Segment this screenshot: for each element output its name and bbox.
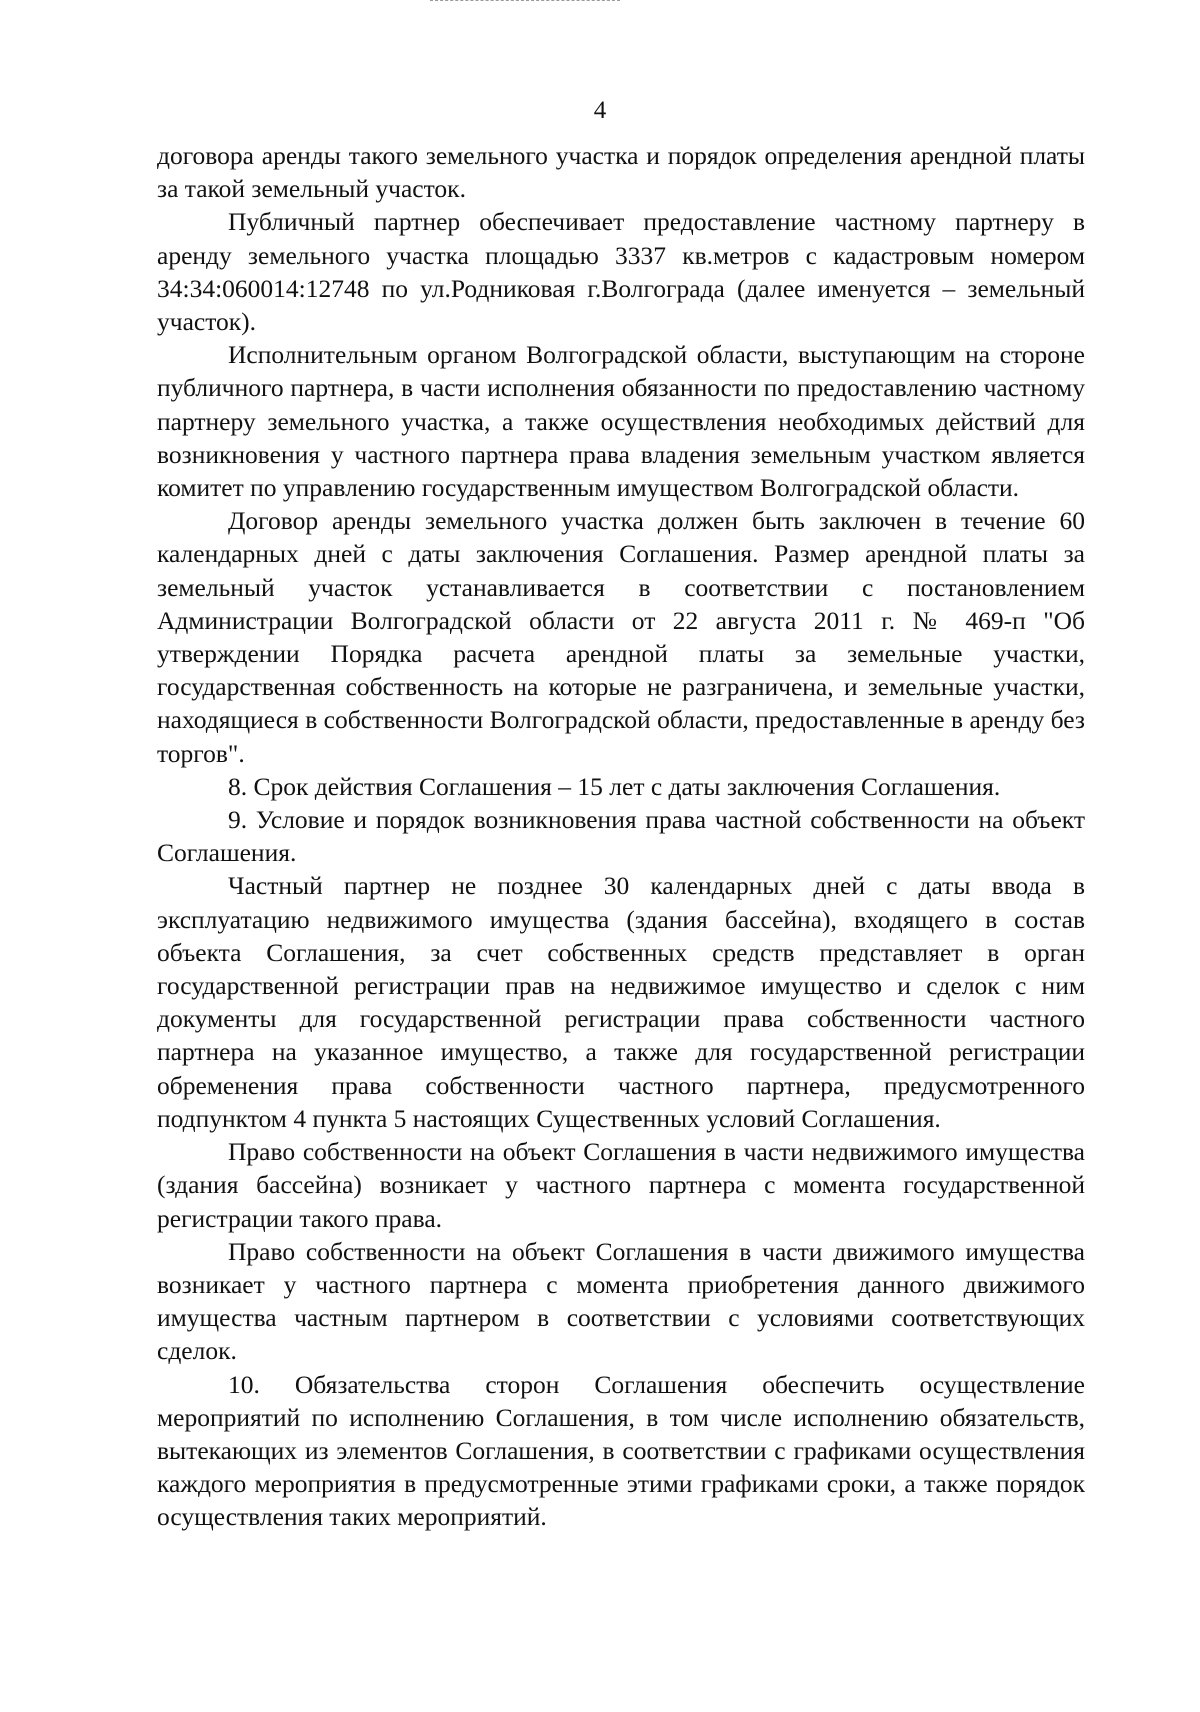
paragraph-movable-property-ownership: Право собственности на объект Соглашения в части движимого имущества возникает у частного партнера с момента приобретения данного движимого имущества частным партнером в соответствии с условиями соответствующих сделок. <box>157 1236 1085 1366</box>
paragraph-real-estate-ownership: Право собственности на объект Соглашения в части недвижимого имущества (здания бассейна) возникает у частного партнера с момента государственной регистрации такого права. <box>157 1137 1085 1233</box>
paragraph-executive-body: Исполнительным органом Волгоградской области, выступающим на стороне публичного партнера, в части исполнения обязанности по предоставлению частному партнеру земельного участка, а также осуществления необходимых действий для возникновения у частного партнера права владения земельным участком является комитет по управлению государственным имуществом Волгоградской области. <box>157 340 1085 503</box>
paragraph-item-10-obligations: 10. Обязательства сторон Соглашения обеспечить осуществление мероприятий по исполнению Соглашения, в том числе исполнению обязательств, вытекающих из элементов Соглашения, в соответствии с графиками осуществления каждого мероприятия в предусмотренные этими графиками сроки, а также порядок осуществления таких мероприятий. <box>157 1369 1085 1532</box>
paragraph-item-9-ownership: 9. Условие и порядок возникновения права частной собственности на объект Соглашения. <box>157 805 1085 868</box>
document-body <box>157 139 1085 1534</box>
paragraph-land-plot-lease: Публичный партнер обеспечивает предоставление частному партнеру в аренду земельного участка площадью 3337 кв.метров с кадастровым номером 34:34:060014:12748 по ул.Родниковая г.Волгограда (далее именуется – земельный участок). <box>157 207 1085 337</box>
paragraph-continuation: договора аренды такого земельного участка и порядок определения арендной платы за такой земельный участок. <box>157 141 1085 204</box>
paragraph-item-8-term: 8. Срок действия Соглашения – 15 лет с даты заключения Соглашения. <box>228 771 1001 801</box>
paragraph-registration-documents: Частный партнер не позднее 30 календарных дней с даты ввода в эксплуатацию недвижимого имущества (здания бассейна), входящего в состав объекта Соглашения, за счет собственных средств представляет в орган государственной регистрации прав на недвижимое имущество и сделок с ним документы для государственной регистрации права собственности частного партнера на указанное имущество, а также для государственной регистрации обременения права собственности частного партнера, предусмотренного подпунктом 4 пункта 5 настоящих Существенных условий Соглашения. <box>157 871 1085 1133</box>
paragraph-lease-contract: Договор аренды земельного участка должен быть заключен в течение 60 календарных дней с даты заключения Соглашения. Размер арендной платы за земельный участок устанавливается в соответствии с постановлением Администрации Волгоградской области от 22 августа 2011 г. № 469-п "Об утверждении Порядка расчета арендной платы за земельные участки, государственная собственность на которые не разграничена, и земельные участки, находящиеся в собственности Волгоградской области, предоставленные в аренду без торгов". <box>157 506 1085 768</box>
scan-edge-line <box>430 0 620 1</box>
page-number: 4 <box>593 97 607 124</box>
